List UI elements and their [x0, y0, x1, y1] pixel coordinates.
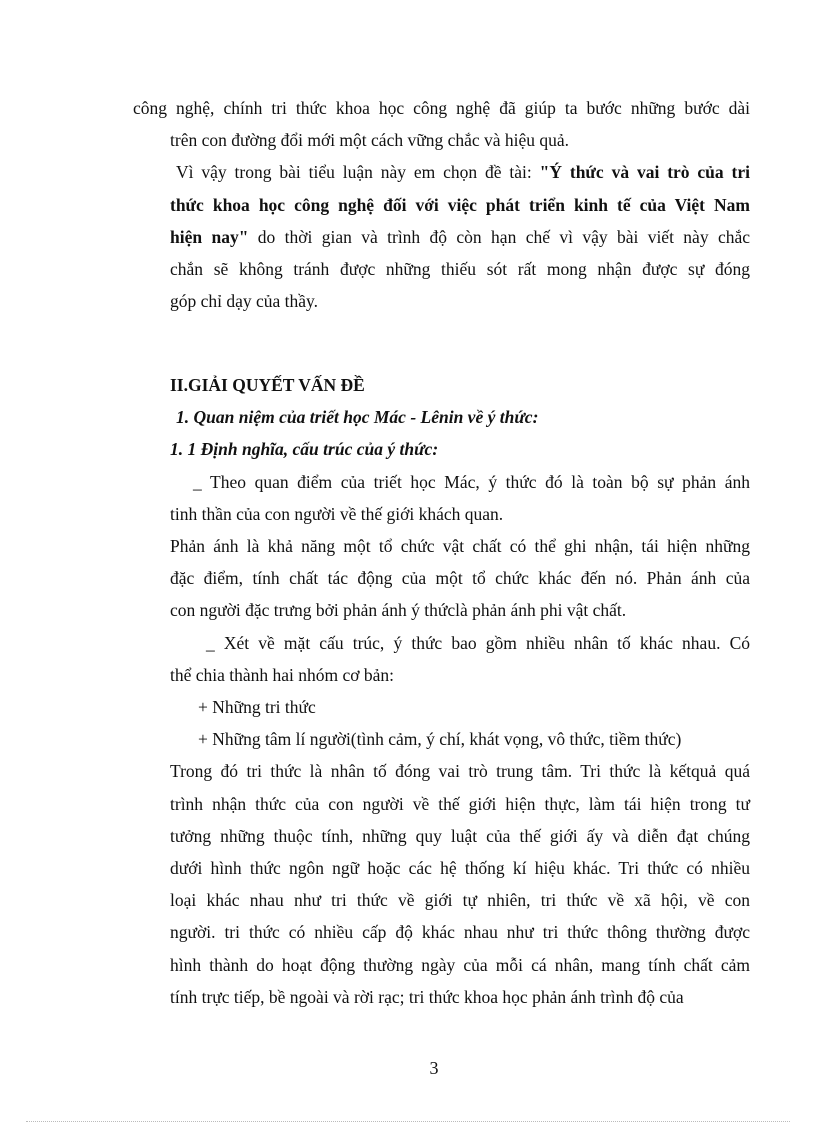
- text-run: do thời gian và trình độ còn hạn chế vì vậy bài viết này chắc: [248, 227, 750, 247]
- page-number: 3: [429, 1058, 439, 1078]
- text-line: tưởng những thuộc tính, những quy luật của thế giới ấy và diễn đạt chúng: [170, 826, 750, 846]
- text-line: góp chỉ dạy của thầy.: [170, 291, 319, 311]
- text-line: đặc điểm, tính chất tác động của một tổ chức khác đến nó. Phản ánh của: [170, 568, 750, 588]
- section-heading: II.GIẢI QUYẾT VẤN ĐỀ: [170, 375, 365, 395]
- text-line: loại khác nhau như tri thức về giới tự nhiên, tri thức về xã hội, về con: [170, 890, 750, 910]
- text-line: tính trực tiếp, bề ngoài và rời rạc; tri thức khoa học phản ánh trình độ của: [170, 987, 684, 1007]
- topic-title-start: "Ý thức và vai trò của tri: [539, 162, 750, 182]
- text-line: _ Xét về mặt cấu trúc, ý thức bao gồm nhiều nhân tố khác nhau. Có: [206, 633, 750, 653]
- text-line: [170, 226, 750, 248]
- text-line: Trong đó tri thức là nhân tố đóng vai trò trung tâm. Tri thức là kếtquả quá: [170, 761, 750, 781]
- text-line: trình nhận thức của con người về thế giới hiện thực, làm tái hiện trong tư: [170, 794, 750, 814]
- text-line: thể chia thành hai nhóm cơ bản:: [170, 665, 395, 685]
- subsection-heading: 1. Quan niệm của triết học Mác - Lênin về ý thức:: [176, 407, 539, 427]
- text-line: người. tri thức có nhiều cấp độ khác nhau như tri thức thông thường được: [170, 922, 750, 942]
- text-line: _ Theo quan điểm của triết học Mác, ý thức đó là toàn bộ sự phản ánh: [193, 472, 750, 492]
- text-line: công nghệ, chính tri thức khoa học công nghệ đã giúp ta bước những bước dài: [133, 98, 750, 118]
- topic-title-line: thức khoa học công nghệ đối với việc phát triển kinh tế của Việt Nam: [170, 195, 750, 215]
- text-line: [176, 161, 750, 183]
- topic-title-end: hiện nay": [170, 227, 249, 247]
- text-line: trên con đường đổi mới một cách vững chắc và hiệu quả.: [170, 130, 570, 150]
- subsection-heading: 1. 1 Định nghĩa, cấu trúc của ý thức:: [170, 439, 439, 459]
- page-bottom-divider: [26, 1121, 790, 1122]
- text-line: Phản ánh là khả năng một tổ chức vật chất có thể ghi nhận, tái hiện những: [170, 536, 750, 556]
- text-line: chắn sẽ không tránh được những thiếu sót rất mong nhận được sự đóng: [170, 259, 750, 279]
- text-line: hình thành do hoạt động thường ngày của mỗi cá nhân, mang tính chất cảm: [170, 955, 750, 975]
- list-item: + Những tri thức: [198, 697, 316, 717]
- list-item: + Những tâm lí người(tình cảm, ý chí, khát vọng, vô thức, tiềm thức): [198, 729, 682, 749]
- text-line: dưới hình thức ngôn ngữ hoặc các hệ thống kí hiệu khác. Tri thức có nhiều: [170, 858, 750, 878]
- text-run: Vì vậy trong bài tiểu luận này em chọn đề tài:: [176, 162, 540, 182]
- text-line: con người đặc trưng bởi phản ánh ý thứclà phản ánh phi vật chất.: [170, 600, 627, 620]
- text-line: tinh thần của con người về thế giới khách quan.: [170, 504, 504, 524]
